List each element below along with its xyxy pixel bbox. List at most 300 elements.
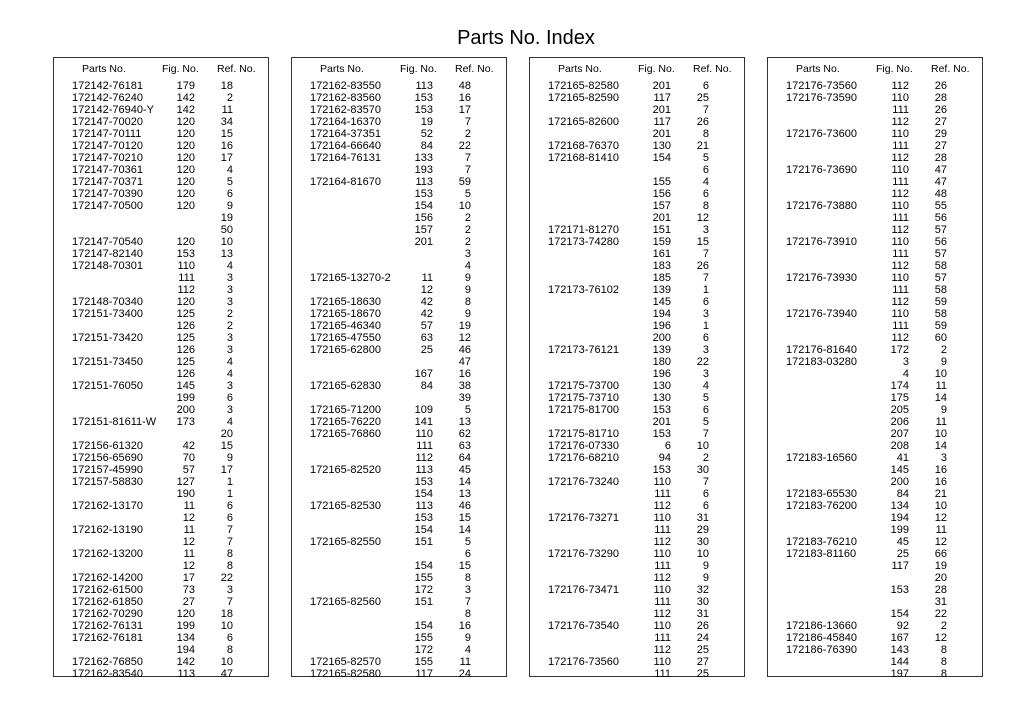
fig-no: 110	[415, 428, 433, 440]
fig-no: 196	[652, 320, 671, 332]
fig-no: 130	[652, 380, 671, 392]
parts-no: 172176-73600	[786, 128, 857, 140]
table-row	[54, 452, 268, 464]
ref-no: 26	[934, 104, 947, 116]
table-row	[54, 344, 268, 356]
ref-no: 6	[226, 512, 233, 524]
parts-no: 172162-83550	[310, 80, 381, 92]
parts-no: 172176-68210	[548, 452, 619, 464]
fig-no: 159	[652, 236, 671, 248]
fig-no: 151	[652, 224, 671, 236]
table-row	[54, 632, 268, 644]
table-row	[54, 392, 268, 404]
fig-no: 4	[902, 368, 909, 380]
ref-no: 27	[934, 116, 947, 128]
fig-no: 120	[176, 176, 195, 188]
table-row	[292, 92, 506, 104]
ref-no: 16	[934, 464, 947, 476]
ref-no: 7	[464, 596, 471, 608]
ref-no: 25	[696, 92, 709, 104]
ref-no: 3	[702, 308, 709, 320]
ref-no: 6	[226, 188, 233, 200]
table-row	[292, 656, 506, 668]
column-header-part: Parts No.	[796, 63, 840, 75]
fig-no: 142	[176, 104, 195, 116]
table-row	[530, 476, 744, 488]
ref-no: 31	[696, 512, 709, 524]
parts-no: 172165-18670	[310, 308, 381, 320]
ref-no: 9	[464, 284, 471, 296]
parts-no: 172162-76181	[72, 632, 143, 644]
fig-no: 199	[176, 620, 195, 632]
fig-no: 145	[890, 464, 909, 476]
table-row	[768, 224, 982, 236]
fig-no: 27	[182, 596, 195, 608]
table-row	[768, 356, 982, 368]
table-row	[54, 464, 268, 476]
ref-no: 4	[226, 416, 233, 428]
ref-no: 8	[226, 560, 233, 572]
fig-no: 125	[176, 356, 195, 368]
fig-no: 111	[654, 560, 671, 572]
table-row	[768, 572, 982, 584]
ref-no: 7	[702, 104, 709, 116]
fig-no: 110	[891, 236, 909, 248]
fig-no: 110	[891, 92, 909, 104]
fig-no: 111	[892, 176, 909, 188]
ref-no: 62	[458, 428, 471, 440]
fig-no: 143	[890, 644, 909, 656]
fig-no: 175	[890, 392, 909, 404]
parts-no: 172156-65690	[72, 452, 143, 464]
ref-no: 34	[220, 116, 233, 128]
fig-no: 112	[891, 332, 909, 344]
fig-no: 120	[176, 188, 195, 200]
table-row	[54, 656, 268, 668]
fig-no: 153	[652, 404, 671, 416]
ref-no: 3	[702, 368, 709, 380]
fig-no: 112	[891, 80, 909, 92]
fig-no: 154	[414, 200, 433, 212]
ref-no: 1	[702, 284, 709, 296]
fig-no: 112	[653, 500, 671, 512]
ref-no: 50	[220, 224, 233, 236]
ref-no: 13	[458, 416, 471, 428]
parts-no: 172165-62800	[310, 344, 381, 356]
ref-no: 1	[702, 320, 709, 332]
ref-no: 7	[702, 248, 709, 260]
table-row	[768, 176, 982, 188]
parts-no: 172142-76240	[72, 92, 143, 104]
parts-no: 172173-76121	[548, 344, 619, 356]
table-row	[530, 152, 744, 164]
table-row	[768, 344, 982, 356]
table-row	[54, 512, 268, 524]
ref-no: 66	[934, 548, 947, 560]
fig-no: 142	[176, 92, 195, 104]
fig-no: 156	[414, 212, 433, 224]
fig-no: 157	[652, 200, 671, 212]
fig-no: 208	[890, 440, 909, 452]
fig-no: 112	[891, 224, 909, 236]
table-row	[292, 332, 506, 344]
table-row	[768, 548, 982, 560]
parts-no: 172147-70371	[72, 176, 143, 188]
fig-no: 130	[652, 140, 671, 152]
column-header-fig: Fig. No.	[876, 63, 913, 75]
parts-no: 172142-76940-Y	[72, 104, 154, 116]
ref-no: 8	[702, 128, 709, 140]
table-row	[54, 236, 268, 248]
ref-no: 9	[702, 572, 709, 584]
ref-no: 1	[226, 488, 233, 500]
fig-no: 200	[652, 332, 671, 344]
parts-no: 172165-46340	[310, 320, 381, 332]
ref-no: 10	[934, 500, 947, 512]
parts-no: 172147-70390	[72, 188, 143, 200]
fig-no: 172	[890, 344, 909, 356]
table-row	[768, 164, 982, 176]
parts-no: 172162-61850	[72, 596, 143, 608]
ref-no: 2	[226, 308, 233, 320]
table-row	[292, 584, 506, 596]
table-row	[768, 632, 982, 644]
ref-no: 47	[934, 176, 947, 188]
parts-no: 172165-13270-2	[310, 272, 391, 284]
fig-no: 167	[414, 368, 433, 380]
table-row	[768, 368, 982, 380]
table-row	[530, 284, 744, 296]
table-row	[292, 188, 506, 200]
ref-no: 8	[226, 548, 233, 560]
fig-no: 153	[652, 464, 671, 476]
fig-no: 155	[414, 656, 433, 668]
table-row	[768, 308, 982, 320]
fig-no: 112	[891, 152, 909, 164]
fig-no: 110	[653, 476, 671, 488]
parts-no: 172176-73590	[786, 92, 857, 104]
column-header-ref: Ref. No.	[455, 63, 494, 75]
table-row	[292, 152, 506, 164]
parts-no: 172176-73560	[548, 656, 619, 668]
table-row	[768, 272, 982, 284]
table-row	[292, 620, 506, 632]
table-row	[768, 392, 982, 404]
table-row	[54, 284, 268, 296]
parts-no: 172183-76200	[786, 500, 857, 512]
ref-no: 21	[696, 140, 709, 152]
parts-no: 172173-74280	[548, 236, 619, 248]
table-row	[530, 380, 744, 392]
ref-no: 3	[702, 344, 709, 356]
table-row	[292, 596, 506, 608]
table-row	[530, 404, 744, 416]
table-row	[768, 620, 982, 632]
fig-no: 134	[890, 500, 909, 512]
ref-no: 10	[220, 656, 233, 668]
ref-no: 8	[940, 656, 947, 668]
table-row	[54, 260, 268, 272]
ref-no: 7	[226, 536, 233, 548]
fig-no: 110	[653, 620, 671, 632]
fig-no: 110	[653, 512, 671, 524]
fig-no: 12	[182, 536, 195, 548]
fig-no: 193	[414, 164, 433, 176]
table-row	[292, 224, 506, 236]
ref-no: 22	[220, 572, 233, 584]
table-row	[292, 320, 506, 332]
parts-no: 172147-70500	[72, 200, 143, 212]
ref-no: 12	[934, 512, 947, 524]
ref-no: 16	[934, 476, 947, 488]
ref-no: 11	[221, 104, 233, 116]
ref-no: 26	[934, 80, 947, 92]
fig-no: 111	[654, 524, 671, 536]
table-row	[768, 320, 982, 332]
table-row	[530, 368, 744, 380]
ref-no: 3	[226, 272, 233, 284]
table-row	[768, 560, 982, 572]
ref-no: 27	[696, 656, 709, 668]
parts-no: 172162-13200	[72, 548, 143, 560]
table-row	[292, 440, 506, 452]
ref-no: 30	[696, 536, 709, 548]
ref-no: 8	[464, 572, 471, 584]
parts-no: 172176-73930	[786, 272, 857, 284]
fig-no: 120	[176, 128, 195, 140]
fig-no: 207	[890, 428, 909, 440]
table-row	[54, 140, 268, 152]
parts-no: 172164-66640	[310, 140, 381, 152]
ref-no: 19	[220, 212, 233, 224]
table-row	[54, 500, 268, 512]
fig-no: 130	[652, 392, 671, 404]
ref-no: 14	[458, 524, 471, 536]
fig-no: 41	[896, 452, 909, 464]
table-row	[54, 380, 268, 392]
fig-no: 112	[891, 188, 909, 200]
ref-no: 16	[458, 368, 471, 380]
ref-no: 13	[458, 488, 471, 500]
table-row	[768, 296, 982, 308]
table-row	[768, 416, 982, 428]
parts-no: 172165-18630	[310, 296, 381, 308]
fig-no: 139	[652, 344, 671, 356]
parts-no: 172165-82530	[310, 500, 381, 512]
ref-no: 56	[934, 236, 947, 248]
table-row	[530, 452, 744, 464]
table-row	[54, 620, 268, 632]
table-row	[768, 428, 982, 440]
table-row	[292, 200, 506, 212]
parts-no: 172165-82520	[310, 464, 381, 476]
table-row	[530, 656, 744, 668]
table-row	[530, 500, 744, 512]
ref-no: 31	[934, 596, 947, 608]
table-row	[530, 164, 744, 176]
fig-no: 110	[653, 656, 671, 668]
fig-no: 197	[890, 668, 909, 680]
fig-no: 125	[176, 308, 195, 320]
table-row	[530, 116, 744, 128]
table-row	[768, 92, 982, 104]
fig-no: 120	[176, 200, 195, 212]
fig-no: 194	[652, 308, 671, 320]
ref-no: 9	[940, 356, 947, 368]
fig-no: 63	[420, 332, 433, 344]
table-row	[530, 464, 744, 476]
ref-no: 10	[696, 440, 709, 452]
ref-no: 24	[696, 632, 709, 644]
ref-no: 3	[226, 404, 233, 416]
table-row	[530, 620, 744, 632]
ref-no: 15	[458, 560, 471, 572]
ref-no: 17	[458, 104, 471, 116]
fig-no: 11	[183, 500, 195, 512]
ref-no: 19	[458, 320, 471, 332]
parts-no: 172165-82590	[548, 92, 619, 104]
fig-no: 120	[176, 296, 195, 308]
fig-no: 57	[182, 464, 195, 476]
table-row	[530, 536, 744, 548]
table-row	[768, 116, 982, 128]
table-row	[292, 356, 506, 368]
fig-no: 113	[415, 176, 433, 188]
ref-no: 30	[696, 464, 709, 476]
ref-no: 58	[934, 260, 947, 272]
fig-no: 185	[652, 272, 671, 284]
fig-no: 205	[890, 404, 909, 416]
column-header-fig: Fig. No.	[400, 63, 437, 75]
table-row	[530, 572, 744, 584]
ref-no: 6	[702, 500, 709, 512]
ref-no: 7	[464, 164, 471, 176]
fig-no: 153	[414, 104, 433, 116]
table-row	[768, 644, 982, 656]
table-row	[768, 236, 982, 248]
fig-no: 142	[176, 656, 195, 668]
table-row	[54, 440, 268, 452]
fig-no: 155	[414, 572, 433, 584]
table-row	[768, 332, 982, 344]
table-row	[530, 332, 744, 344]
ref-no: 5	[464, 188, 471, 200]
ref-no: 3	[464, 584, 471, 596]
ref-no: 57	[934, 248, 947, 260]
ref-no: 57	[934, 272, 947, 284]
fig-no: 174	[890, 380, 909, 392]
table-row	[54, 596, 268, 608]
fig-no: 117	[653, 116, 671, 128]
ref-no: 47	[458, 356, 471, 368]
ref-no: 47	[934, 164, 947, 176]
ref-no: 29	[934, 128, 947, 140]
parts-no: 172151-76050	[72, 380, 143, 392]
ref-no: 12	[934, 632, 947, 644]
fig-no: 111	[892, 140, 909, 152]
ref-no: 4	[464, 260, 471, 272]
fig-no: 84	[420, 380, 433, 392]
table-row	[768, 500, 982, 512]
ref-no: 4	[226, 356, 233, 368]
table-row	[292, 644, 506, 656]
fig-no: 139	[652, 284, 671, 296]
parts-index-table-2	[291, 57, 507, 680]
ref-no: 14	[934, 392, 947, 404]
fig-no: 180	[652, 356, 671, 368]
table-row	[530, 308, 744, 320]
fig-no: 145	[652, 296, 671, 308]
parts-no: 172175-81710	[548, 428, 619, 440]
ref-no: 8	[940, 668, 947, 680]
fig-no: 6	[664, 440, 671, 452]
table-row	[292, 104, 506, 116]
ref-no: 20	[934, 572, 947, 584]
fig-no: 17	[182, 572, 195, 584]
ref-no: 5	[226, 176, 233, 188]
table-row	[54, 200, 268, 212]
ref-no: 22	[458, 140, 471, 152]
fig-no: 110	[891, 308, 909, 320]
ref-no: 3	[226, 284, 233, 296]
table-row	[768, 200, 982, 212]
table-row	[54, 476, 268, 488]
fig-no: 161	[652, 248, 671, 260]
fig-no: 206	[890, 416, 909, 428]
fig-no: 84	[896, 488, 909, 500]
table-row	[54, 272, 268, 284]
ref-no: 7	[464, 152, 471, 164]
table-row	[768, 404, 982, 416]
table-row	[530, 176, 744, 188]
fig-no: 199	[890, 524, 909, 536]
fig-no: 12	[182, 512, 195, 524]
fig-no: 201	[652, 128, 671, 140]
table-row	[530, 104, 744, 116]
table-row	[292, 176, 506, 188]
table-row	[54, 560, 268, 572]
parts-no: 172164-37351	[310, 128, 381, 140]
table-row	[292, 572, 506, 584]
table-row	[292, 284, 506, 296]
table-row	[768, 260, 982, 272]
ref-no: 16	[220, 140, 233, 152]
ref-no: 8	[702, 200, 709, 212]
table-row	[54, 248, 268, 260]
fig-no: 112	[653, 644, 671, 656]
fig-no: 126	[176, 368, 195, 380]
fig-no: 201	[652, 80, 671, 92]
ref-no: 10	[220, 236, 233, 248]
ref-no: 38	[458, 380, 471, 392]
parts-no: 172183-03280	[786, 356, 857, 368]
ref-no: 9	[940, 404, 947, 416]
parts-no: 172165-82560	[310, 596, 381, 608]
ref-no: 7	[702, 476, 709, 488]
fig-no: 126	[176, 320, 195, 332]
fig-no: 111	[892, 320, 909, 332]
fig-no: 11	[183, 548, 195, 560]
ref-no: 2	[226, 320, 233, 332]
parts-no: 172186-45840	[786, 632, 857, 644]
table-row	[768, 596, 982, 608]
fig-no: 12	[420, 284, 433, 296]
ref-no: 15	[458, 512, 471, 524]
parts-no: 172147-70020	[72, 116, 143, 128]
table-row	[292, 548, 506, 560]
table-row	[292, 476, 506, 488]
parts-no: 172165-47550	[310, 332, 381, 344]
